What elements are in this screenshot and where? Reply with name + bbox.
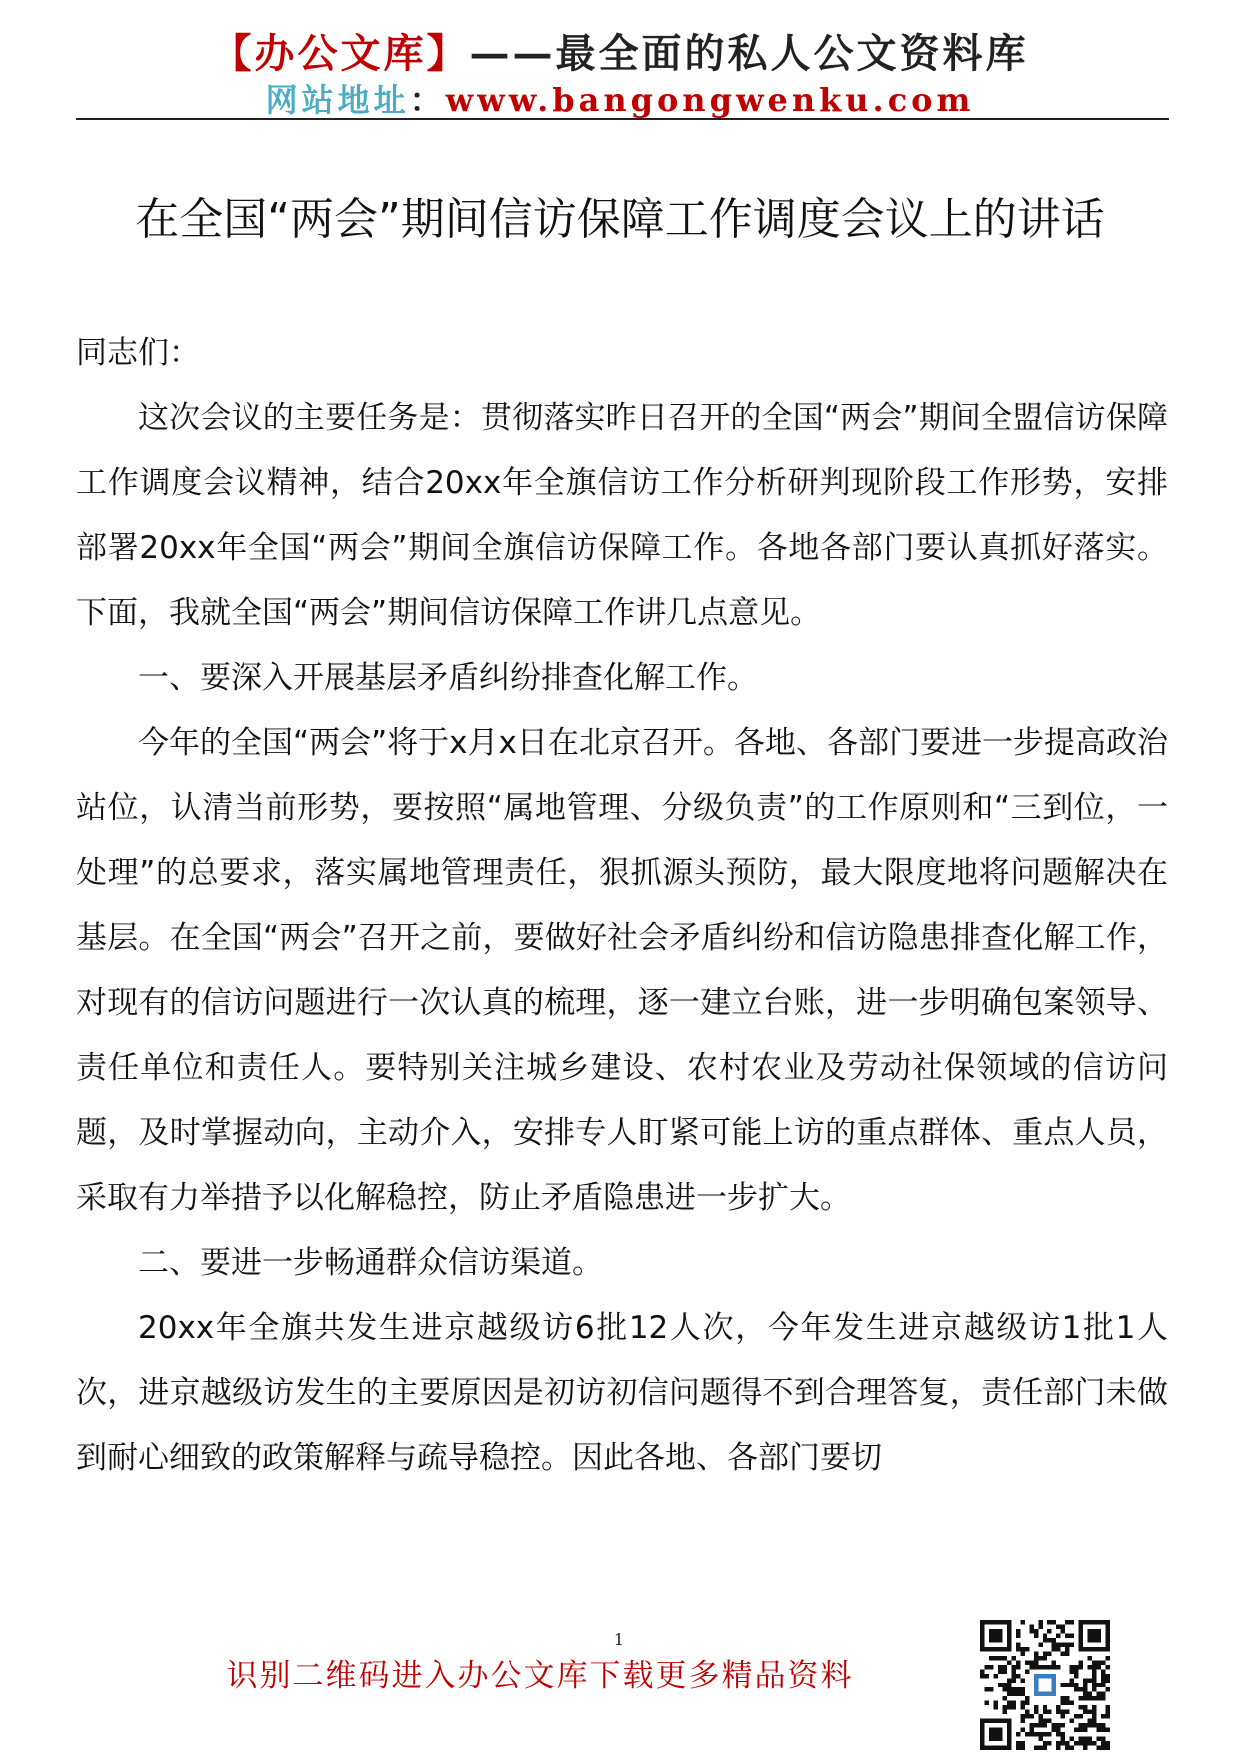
salutation: 同志们： xyxy=(76,335,200,371)
document-title: 在全国“两会”期间信访保障工作调度会议上的讲话 xyxy=(135,194,1105,245)
site-colon: ： xyxy=(409,81,446,119)
document-body xyxy=(76,321,1168,1491)
qr-code-icon[interactable] xyxy=(980,1620,1110,1750)
header-site xyxy=(0,78,1240,122)
section-heading-1: 一、要深入开展基层矛盾纠纷排查化解工作。 xyxy=(138,660,758,696)
site-label: 网站地址 xyxy=(265,81,410,119)
footer-promo: 识别二维码进入办公文库下载更多精品资料 xyxy=(226,1658,854,1694)
header-divider xyxy=(76,118,1169,120)
paragraph-intro: 这次会议的主要任务是：贯彻落实昨日召开的全国“两会”期间全盟信访保障工作调度会议精神，结合20xx年全旗信访工作分析研判现阶段工作形势，安排部署20xx年全国“两会”期间全旗信访保障工作。各地各部门要认真抓好落实。下面，我就全国“两会”期间信访保障工作讲几点意见。 xyxy=(76,400,1168,631)
header-brand: 办公文库 xyxy=(254,30,427,77)
header-title xyxy=(0,28,1240,80)
paragraph-section-2: 20xx年全旗共发生进京越级访6批12人次，今年发生进京越级访1批1人次，进京越级访发生的主要原因是初访初信问题得不到合理答复，责任部门未做到耐心细致的政策解释与疏导稳控。因此各地、各部门要切 xyxy=(76,1310,1168,1476)
page-number: 1 xyxy=(613,1630,625,1649)
section-heading-2: 二、要进一步畅通群众信访渠道。 xyxy=(138,1245,603,1281)
header-bracket-open: 【 xyxy=(211,30,255,77)
header-bracket-close: 】 xyxy=(426,30,470,77)
paragraph-section-1: 今年的全国“两会”将于x月x日在北京召开。各地、各部门要进一步提高政治站位，认清当前形势，要按照“属地管理、分级负责”的工作原则和“三到位，一处理”的总要求，落实属地管理责任，狠抓源头预防，最大限度地将问题解决在基层。在全国“两会”召开之前，要做好社会矛盾纠纷和信访隐患排查化解工作，对现有的信访问题进行一次认真的梳理，逐一建立台账，进一步明确包案领导、责任单位和责任人。要特别关注城乡建设、农村农业及劳动社保领域的信访问题，及时掌握动向，主动介入，安排专人盯紧可能上访的重点群体、重点人员，采取有力举措予以化解稳控，防止矛盾隐患进一步扩大。 xyxy=(76,725,1168,1216)
site-url-link[interactable]: www.bangongwenku.com xyxy=(445,81,975,119)
header-tagline: ——最全面的私人公文资料库 xyxy=(469,30,1029,77)
